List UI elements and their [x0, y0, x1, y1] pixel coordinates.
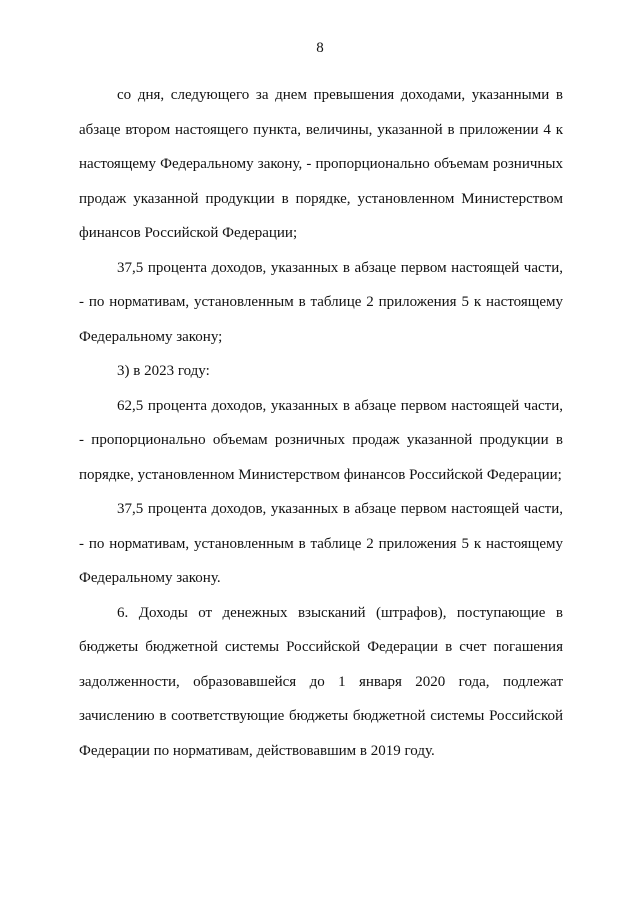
paragraph-item-6-fines-revenue: 6. Доходы от денежных взысканий (штрафов), поступающие в бюджеты бюджетной системы Российской Федерации в счет погашения задолженности, образовавшейся до 1 января 2020 года, подлежат зачислению в соответствующие бюджеты бюджетной системы Российской Федерации по нормативам, действовавшим в 2019 году.: [79, 604, 563, 759]
paragraph-revenue-excess-allocation: со дня, следующего за днем превышения доходами, указанными в абзаце втором настоящего пункта, величины, указанной в приложении 4 к настоящему Федеральному закону, - пропорционально объемам розничных продаж указанной продукции в порядке, установленном Министерством финансов Российской Федерации;: [79, 87, 563, 241]
document-body: [79, 78, 563, 768]
page-number: 8: [316, 40, 324, 56]
paragraph-year-2023-heading: 3) в 2023 году:: [117, 363, 210, 379]
paragraph-37-5-percent-normative: 37,5 процента доходов, указанных в абзаце первом настоящей части, - по нормативам, установленным в таблице 2 приложения 5 к настоящему Федеральному закону;: [79, 259, 563, 345]
paragraph-62-5-percent-retail: 62,5 процента доходов, указанных в абзаце первом настоящей части, - пропорционально объемам розничных продаж указанной продукции в порядке, установленном Министерством финансов Российской Федерации;: [79, 397, 563, 483]
paragraph-37-5-percent-normative-2023: 37,5 процента доходов, указанных в абзаце первом настоящей части, - по нормативам, установленным в таблице 2 приложения 5 к настоящему Федеральному закону.: [79, 501, 563, 586]
